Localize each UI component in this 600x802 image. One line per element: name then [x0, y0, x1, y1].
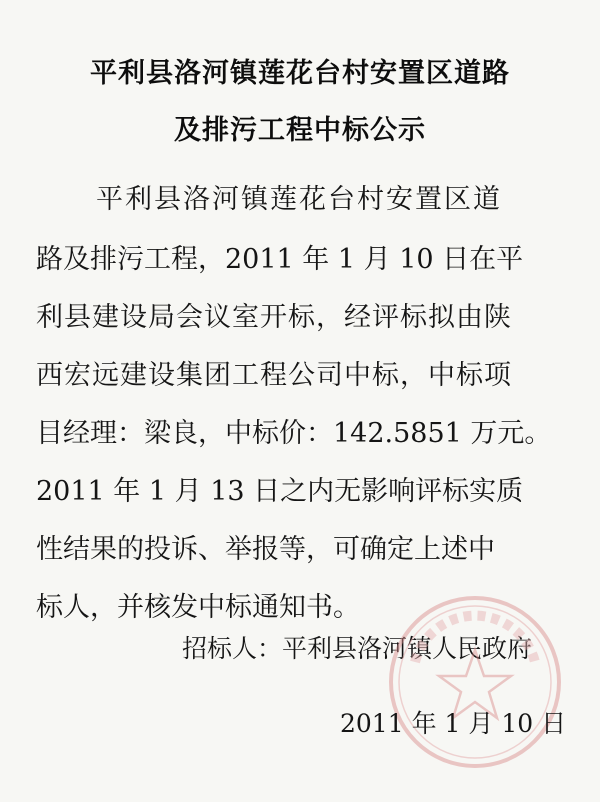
notice-body-line: 性结果的投诉、举报等，可确定上述中: [36, 534, 495, 565]
notice-body-line: 路及排污工程，2011 年 1 月 10 日在平: [36, 244, 524, 275]
notice-title-line-2: 及排污工程中标公示: [174, 115, 426, 146]
notice-body-line: 平利县洛河镇莲花台村安置区道: [96, 184, 502, 215]
notice-body-line: 2011 年 1 月 13 日之内无影响评标实质: [36, 476, 524, 507]
seal-outer-ring: [391, 598, 559, 766]
issuer-signature-line: 招标人：平利县洛河镇人民政府: [182, 634, 533, 663]
notice-date: 2011 年 1 月 10 日: [340, 709, 567, 738]
notice-body-line: 标人，并核发中标通知书。: [36, 592, 360, 623]
notice-body-line: 西宏远建设集团工程公司中标，中标项: [36, 360, 512, 391]
notice-body-line: 目经理：梁良，中标价：142.5851 万元。: [36, 418, 552, 449]
official-seal-stamp: [385, 592, 565, 772]
notice-body-line: 利县建设局会议室开标，经评标拟由陕: [36, 302, 512, 333]
notice-title-line-1: 平利县洛河镇莲花台村安置区道路: [90, 58, 510, 89]
